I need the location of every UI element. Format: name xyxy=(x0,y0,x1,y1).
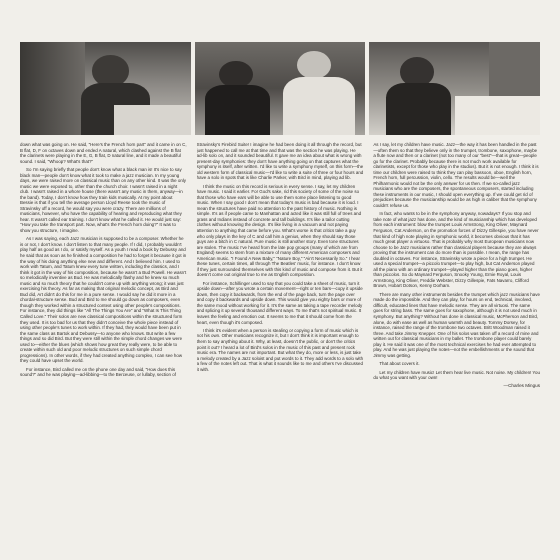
text-column-2 xyxy=(197,142,364,554)
paragraph: There are many other instruments besides the trumpet which jazz musicians have made do the impossible. And they can play, for hours on end, technical, involved, difficult, educated lines that have melodic sense. They are all virtuosi. The same goes for string bass. The same goes for saxophone, although it is not used much in symphony. But anything? Without has done in classical music, McPherson and Bird, alone, do with ease as well as human warmth and beauty. Tommy Dorsey, for instance, raised the range of the trombone two octaves. Britt Woodman raised it three. And take Jimmy Knepper. One of his solos was taken off a record of mine and written out for classical musicians in my ballet. The trombone player could barely play it. He said it was one of the most technical exercises he had ever attempted to play. And he was just playing the notes—not the embellishments or the sound that Jimmy was getting. xyxy=(373,291,540,358)
paragraph: As I say, let my children have music. Jazz—the way it has been handled in the past—often them so that they believe only in the trumpet, trombone, saxophone, maybe a flute now and then or a clarinet (not too many of our "best"—that is great—people go for the clarinet. Probably because there is not much work available for clarinetists, except for those who play in the studios). But it is not enough. I think it is time our children were raised to think they can play bassoon, oboe, English horn, French horn, full percussion, violin, cello. The results would be—well the Philharmonic would not be the only answer for us then. If we so-called jazz musicians who are the composers, the spontaneous composers, started including these instruments in our music, I should open everything up. If we could get rid of prejudices because the musicianship would be as high in caliber that the symphony couldn't refuse us. xyxy=(373,142,539,209)
paragraph: That about covers it. xyxy=(379,361,420,367)
paragraph: So I'm saying briefly that people don't know what a black man is! It's nice to say black man—people don't know what it took to make a jazz musician. In my young days, we were raised more on classical music than on any other kind. It was the only music we were exposed to, other than the church choir. I wasn't raised in a night club. I wasn't raised in a whore house (there wasn't any music in them, anyway—in the band). Today, I don't know how they train kids musically. At my point about Bessie is that if you tell the average person Lloyd Reese took the music of Stravinsky off a record, he would say you were crazy. There are millions of musicians, however, who have the capability of hearing and reproducing what they hear. It wasn't called ear training. I don't know what he called it. He would just say: "How you take the transport part. Now, what's the French horn doing?" It was to show you structure, I imagine. xyxy=(20,166,186,233)
text-column-1 xyxy=(20,142,187,554)
photo-left xyxy=(20,42,191,135)
author-signature: —Charles Mingus xyxy=(503,383,541,389)
paragraph: Let my children have music! Let them hear live music. Not noise. My children! You do what you want with your own! xyxy=(373,369,540,381)
paragraph: down what was going on. He said, "Here's the French horn part" and it came in on C, B flat, D, F on octaves down and ended A natural, which clashed against the B flat the clarinets were playing in the E, G, B flat, D natural line, and it made a beautiful sound. I said, "Whoop? What's that?" xyxy=(20,142,187,164)
paragraph: For instance, Schillinger used to say that you could take a sheet of music, turn it upside down—after you wrote a certain movement—right or ten bars—copy it upside down, then copy it backwards, from the end of the page back, turn the page over and copy it backwards and upside down. This would give you eighty bars or more of the same mood without working for it. It's the same as taking a tape recorder melody and splicing it up several thousand different ways. To me that's not spiritual music. It leaves the feeling and emotion out. It seems to me that it should come from the heart, even though it's composed. xyxy=(196,280,363,325)
photo-strip xyxy=(20,42,540,135)
article-columns xyxy=(20,142,540,554)
text-column-3 xyxy=(373,142,540,554)
paragraph: In fact, who wants to be in the symphony anyway, nowadays? If you stop and take note of what jazz has done, and the kind of musicianship which has developed from each instrument: blow the trumpet Louis Armstrong, King Oliver, Maynard Ferguson, Cat Anderson, on the promotion forces of Dizzy Gillespie, you have never that kind of high note playing in symphonic world, it becomes obvious that it has much great player a virtuoso. That is probably why most European musicians now choose to be Jazz musicians rather than classical players because they are always proving that the instrument can do more than is possible. I mean, the range has doubled in octaves. For instance, Stravinsky wrote a piece for a high trumpet. He used a special trumpet—a piccolo trumpet—to play high, but Cat Anderson played all the piano with an ordinary trumpet—played higher than the piano goes, higher than piccolos. So do Maynard Ferguson, Snooky Young, Ernie Royal, Louis Armstrong, King Oliver, Freddie Webster, Dizzy Gillespie, Fats Navarro, Clifford Brown, Hobart Dotson, Kenny Dorham. xyxy=(373,211,539,289)
photo-right xyxy=(369,42,540,135)
paragraph: I think the music on this record is serious in every sense. I say, let my children have music. I said it earlier. For God's sake, rid this society of some of the noise so that those who have ears will be able to use them some place listening to good music. When I say good I don't mean that today's music is bad because it is loud. I mean the structures have paid no attention to the past history of music. Nothing is simple. It's as if people came to Manhattan and acted like it was still full of trees and grass and Indians instead of concrete and tall buildings. It's like a tailor cutting clothes without knowing the design. It's like living in a vacuum and not paying attention to anything that came before you. What's worse is that critics take a guy who only plays in the key of C and call him a genius, when they should say those guys are a bitch in C natural. Pure music is still another story. Even tone structures are stolen. The music I've heard from the late pop groups (many of which are from England) seems to stem from a mixture of many different American composers and American music. "I Found A New Baby," "Nature Boy," "Ain't Necessarily So." I hear these tunes, certain times, all through The Beatles' music, for instance. I don't know if they just surrounded themselves with this kind of music and compose from it. But it doesn't come out original true to me as English composition. xyxy=(196,183,363,278)
paragraph: Stravinsky's Firebird Suite! I imagine he had been doing it all through the record, but just happened to call me at that time and that was the section he was playing. He ad-lib solo on, and it sounded beautiful. It gave me an idea about what is wrong with present-day symphonies: they don't have anything going on that captures what the symphony is itself, after written. I'd like to write a symphony myself, on this form—the old western form of classical music—I'd like to write a suite of three or four hours and have a solo in spots that is like Charlie Parker, with Bird in mind, playing ad lib. xyxy=(196,142,364,181)
photo-center xyxy=(195,42,366,135)
paragraph: As I was saying, each Jazz musician is supposed to be a composer. Whether he is or not, I don't know. I don't listen to that many people. If I did, I probably wouldn't play half as good as I do, or satisfy myself. As a youth I read a book by Debussy and he said that as soon as he finished a composition he had to forget it because it got in the way of his doing anything else new and different. And I believed him. I used to work with Tatum, and Tatum knew every tune written, including the classics, and I think it got in the way of his composition, because he wasn't a Bud Powell. He wasn't so melodically inventive as Bud. He was melodically flashy and he knew so much music and so much theory that he couldn't come up with anything wrong; it was just exercising his theory. As far as making that original melodic concept, as Bird and Bud did, Art didn't do this for me in a pure sense. I would say he did it more in a chordal-structure sense. Bud and Bird to me should go down as composers, even though they worked within a structured context using other people's compositions. For instance, they did things like "All The Things You Are" and "What Is This Thing Called Love." Their solos are new classical compositions within the structured form they used. It is too bad for us that they didn't conceive the whole piece instead of using other people's tunes to work within. If they had, they would have been put in the same class as Bartok and Debussy—to anyone who knows. But write a few things and so did Bird. But they were still within the simple chord changes we were used to—either the blues (which shows how great they really were, to be able to create within such old and poor melodic structures on such simple chord progressions). In other words, if they had created anything complex, I can see how they could have upset the world. xyxy=(20,236,187,364)
paragraph: I think it's evident when a person is stealing or copying a form of music which is not his own. Other musicians recognize it, but I don't think it is important enough to them to say anything about it. Why, at least, doesn't the public, or don't the critics point it out? I heard a lot of Bird's solos in the music of this past and present rock music era. The names are not important. But what they do, more or less, is just take a melody created by a Jazz soloist and put words to it. They add words to a solo with a few of the notes left out. That is what it sounds like to me and others I've discussed it with. xyxy=(196,327,364,372)
paragraph: For instance, Bird called me on the phone one day and said, "How does this sound?" and he was playing—ad-libbing—to the Berceuse, or lullaby, section of xyxy=(20,366,176,378)
